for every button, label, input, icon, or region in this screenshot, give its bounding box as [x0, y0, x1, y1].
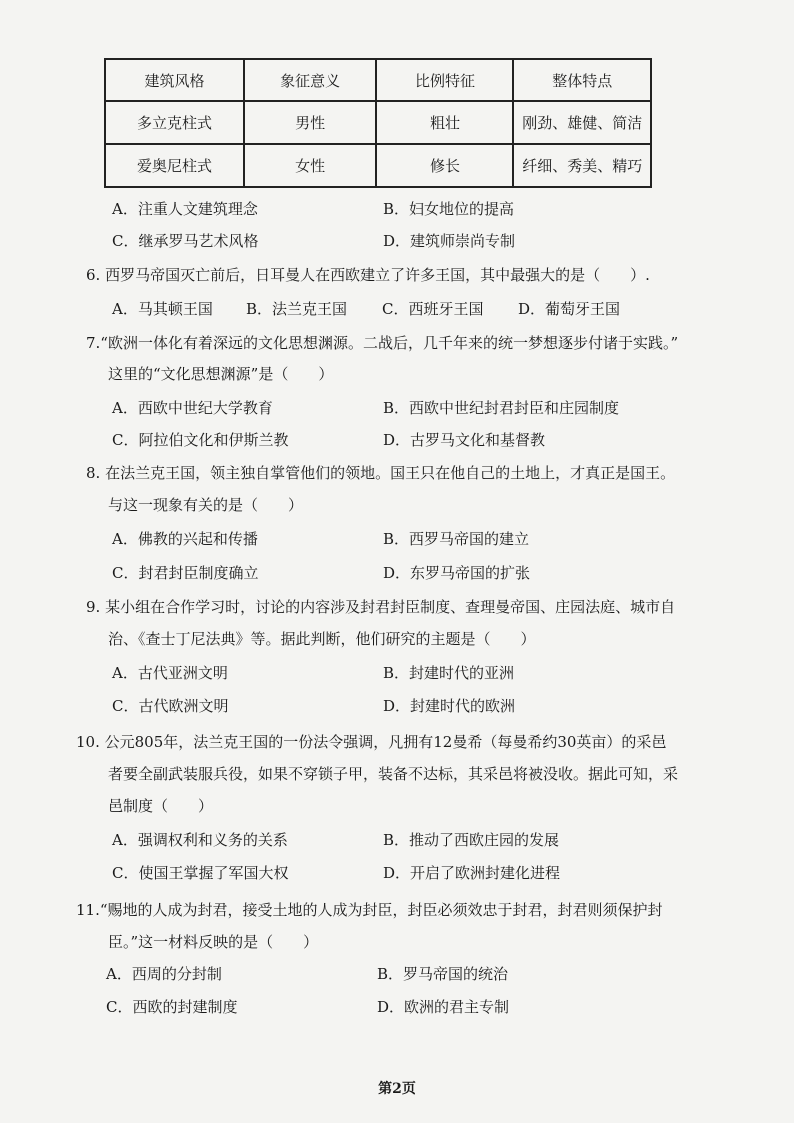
- q5-option-b: B．妇女地位的提高: [383, 200, 515, 218]
- q8-option-d: D．东罗马帝国的扩张: [383, 564, 531, 582]
- q7-option-a: A．西欧中世纪大学教育: [112, 399, 273, 417]
- q9-option-c: C．古代欧洲文明: [112, 697, 229, 715]
- q8-option-c: C．封君封臣制度确立: [112, 564, 259, 582]
- table-cell: 修长: [376, 144, 513, 187]
- q8-option-b: B．西罗马帝国的建立: [383, 530, 530, 548]
- q8-stem-line1: 8. 在法兰克王国，领主独自掌管他们的领地。国王只在他自己的土地上，才真正是国王。: [86, 464, 676, 482]
- q9-option-d: D．封建时代的欧洲: [383, 697, 516, 715]
- q6-option-b: B．法兰克王国: [246, 300, 348, 318]
- q10-stem-line3: 邑制度（ ）: [108, 797, 214, 815]
- table-cell: 多立克柱式: [105, 101, 244, 144]
- q10-stem-line2: 者要全副武装服兵役，如果不穿锁子甲，装备不达标，其采邑将被没收。据此可知，采: [108, 765, 679, 783]
- q10-option-c: C．使国王掌握了军国大权: [112, 864, 289, 882]
- q6-option-c: C．西班牙王国: [382, 300, 484, 318]
- q8-stem-line2: 与这一现象有关的是（ ）: [108, 496, 304, 514]
- table-header-cell: 建筑风格: [105, 59, 244, 101]
- table-cell: 爱奥尼柱式: [105, 144, 244, 187]
- table-cell: 刚劲、雄健、简洁: [513, 101, 651, 144]
- q11-stem-line1: 11.“赐地的人成为封君，接受土地的人成为封臣，封臣必须效忠于封君，封君则须保护封: [76, 901, 663, 919]
- q7-option-d: D．古罗马文化和基督教: [383, 431, 546, 449]
- q5-option-c: C．继承罗马艺术风格: [112, 232, 259, 250]
- table-header-cell: 比例特征: [376, 59, 513, 101]
- table-header-cell: 整体特点: [513, 59, 651, 101]
- table-cell: 纤细、秀美、精巧: [513, 144, 651, 187]
- q11-stem-line2: 臣。”这一材料反映的是（ ）: [108, 933, 319, 951]
- table-header-cell: 象征意义: [244, 59, 377, 101]
- table-row: [105, 144, 651, 187]
- q9-stem-line2: 治、《查士丁尼法典》等。据此判断，他们研究的主题是（ ）: [108, 630, 536, 648]
- q10-option-b: B．推动了西欧庄园的发展: [383, 831, 560, 849]
- q9-stem-line1: 9. 某小组在合作学习时，讨论的内容涉及封君封臣制度、查理曼帝国、庄园法庭、城市自: [86, 598, 676, 616]
- q9-option-a: A．古代亚洲文明: [112, 664, 228, 682]
- table-cell: 粗壮: [376, 101, 513, 144]
- q8-option-a: A．佛教的兴起和传播: [112, 530, 258, 548]
- architecture-table: [104, 58, 652, 188]
- q11-option-c: C．西欧的封建制度: [106, 998, 238, 1016]
- q6-option-d: D．葡萄牙王国: [518, 300, 621, 318]
- q10-stem-line1: 10. 公元805年，法兰克王国的一份法令强调，凡拥有12曼希（每曼希约30英亩）的采邑: [76, 733, 667, 751]
- q6-option-a: A．马其顿王国: [112, 300, 213, 318]
- q11-option-d: D．欧洲的君主专制: [377, 998, 510, 1016]
- q11-option-b: B．罗马帝国的统治: [377, 965, 509, 983]
- q5-option-d: D．建筑师崇尚专制: [383, 232, 516, 250]
- q7-option-b: B．西欧中世纪封君封臣和庄园制度: [383, 399, 620, 417]
- table-cell: 男性: [244, 101, 377, 144]
- q6-stem: 6. 西罗马帝国灭亡前后，日耳曼人在西欧建立了许多王国，其中最强大的是（ ）.: [86, 266, 650, 284]
- q7-stem-line1: 7.“欧洲一体化有着深远的文化思想渊源。二战后，几千年来的统一梦想逐步付诸于实践。”: [86, 334, 679, 352]
- table-cell: 女性: [244, 144, 377, 187]
- page-number: 第2页: [378, 1081, 416, 1097]
- q10-option-a: A．强调权利和义务的关系: [112, 831, 288, 849]
- q7-option-c: C．阿拉伯文化和伊斯兰教: [112, 431, 289, 449]
- q7-stem-line2: 这里的“文化思想渊源”是（ ）: [108, 365, 334, 383]
- table-header-row: [105, 59, 651, 101]
- q10-option-d: D．开启了欧洲封建化进程: [383, 864, 561, 882]
- q11-option-a: A．西周的分封制: [106, 965, 222, 983]
- q5-option-a: A．注重人文建筑理念: [112, 200, 258, 218]
- table-row: [105, 101, 651, 144]
- q9-option-b: B．封建时代的亚洲: [383, 664, 515, 682]
